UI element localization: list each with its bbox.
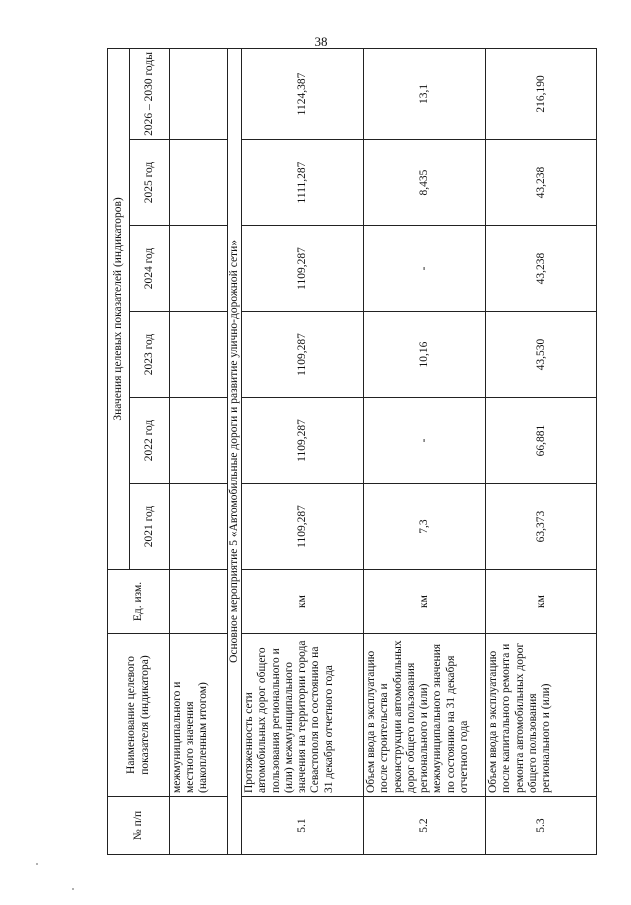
row-value-2024: -	[364, 226, 486, 312]
row-indicator-name: Протяженность сети автомобильных дорог общего пользования регионального и (или) межмуниципального значения на территории города Севастополя по состоянию на 31 декабря отчетного года	[242, 634, 364, 797]
scan-speck	[36, 863, 38, 865]
row-value-2022: 66,881	[486, 398, 597, 484]
section-title: Основное мероприятие 5 «Автомобильные дороги и развитие улично-дорожной сети»	[228, 48, 242, 854]
row-value-2025: 43,238	[486, 140, 597, 226]
page-number: 38	[314, 34, 328, 49]
section-row	[228, 48, 242, 854]
row-value-2026-2030: 216,190	[486, 48, 597, 139]
header-year-2025: 2025 год	[130, 140, 170, 226]
continuation-cell	[170, 140, 228, 226]
continuation-text: межмуниципального и местного значения (накопленным итогом)	[170, 634, 228, 797]
row-value-2021: 63,373	[486, 484, 597, 570]
row-value-2023: 1109,287	[242, 312, 364, 398]
header-indicator-name: Наименование целевого показателя (индикатора)	[108, 634, 170, 797]
row-value-2023: 43,530	[486, 312, 597, 398]
row-value-2022: -	[364, 398, 486, 484]
rotated-table-frame	[107, 52, 596, 855]
row-value-2026-2030: 1124,387	[242, 48, 364, 139]
continuation-row	[170, 48, 228, 854]
header-number: № п/п	[108, 797, 170, 855]
row-number: 5.2	[364, 797, 486, 855]
continuation-cell	[170, 312, 228, 398]
row-indicator-name: Объем ввода в эксплуатацию после капитального ремонта и ремонта автомобильных дорог общего пользования регионального и (или)	[486, 634, 597, 797]
row-indicator-name: Объем ввода в эксплуатацию после строительства и реконструкции автомобильных дорог общего пользования регионального и (или) межмуниципального значения по состоянию на 31 декабря отчетного года	[364, 634, 486, 797]
row-value-2021: 7,3	[364, 484, 486, 570]
row-value-2024: 1109,287	[242, 226, 364, 312]
row-unit: км	[486, 570, 597, 634]
row-value-2024: 43,238	[486, 226, 597, 312]
row-value-2025: 1111,287	[242, 140, 364, 226]
row-number: 5.3	[486, 797, 597, 855]
row-unit: км	[242, 570, 364, 634]
scan-speck	[72, 888, 74, 890]
row-value-2026-2030: 13,1	[364, 48, 486, 139]
table-row	[242, 48, 364, 854]
row-value-2021: 1109,287	[242, 484, 364, 570]
continuation-cell	[170, 398, 228, 484]
table-row	[486, 48, 597, 854]
row-value-2025: 8,435	[364, 140, 486, 226]
row-value-2023: 10,16	[364, 312, 486, 398]
row-unit: км	[364, 570, 486, 634]
row-value-2022: 1109,287	[242, 398, 364, 484]
continuation-cell	[170, 48, 228, 139]
indicators-table-container	[107, 52, 596, 855]
continuation-cell	[170, 570, 228, 634]
header-year-2021: 2021 год	[130, 484, 170, 570]
indicators-table	[107, 48, 597, 855]
continuation-cell	[170, 484, 228, 570]
header-year-2024: 2024 год	[130, 226, 170, 312]
header-year-2026-2030: 2026 – 2030 годы	[130, 48, 170, 139]
header-year-2023: 2023 год	[130, 312, 170, 398]
header-unit: Ед. изм.	[108, 570, 170, 634]
header-values-group: Значения целевых показателей (индикаторов)	[108, 48, 130, 569]
table-row	[364, 48, 486, 854]
continuation-cell	[170, 226, 228, 312]
row-number: 5.1	[242, 797, 364, 855]
continuation-num-cell	[170, 797, 228, 855]
header-year-2022: 2022 год	[130, 398, 170, 484]
